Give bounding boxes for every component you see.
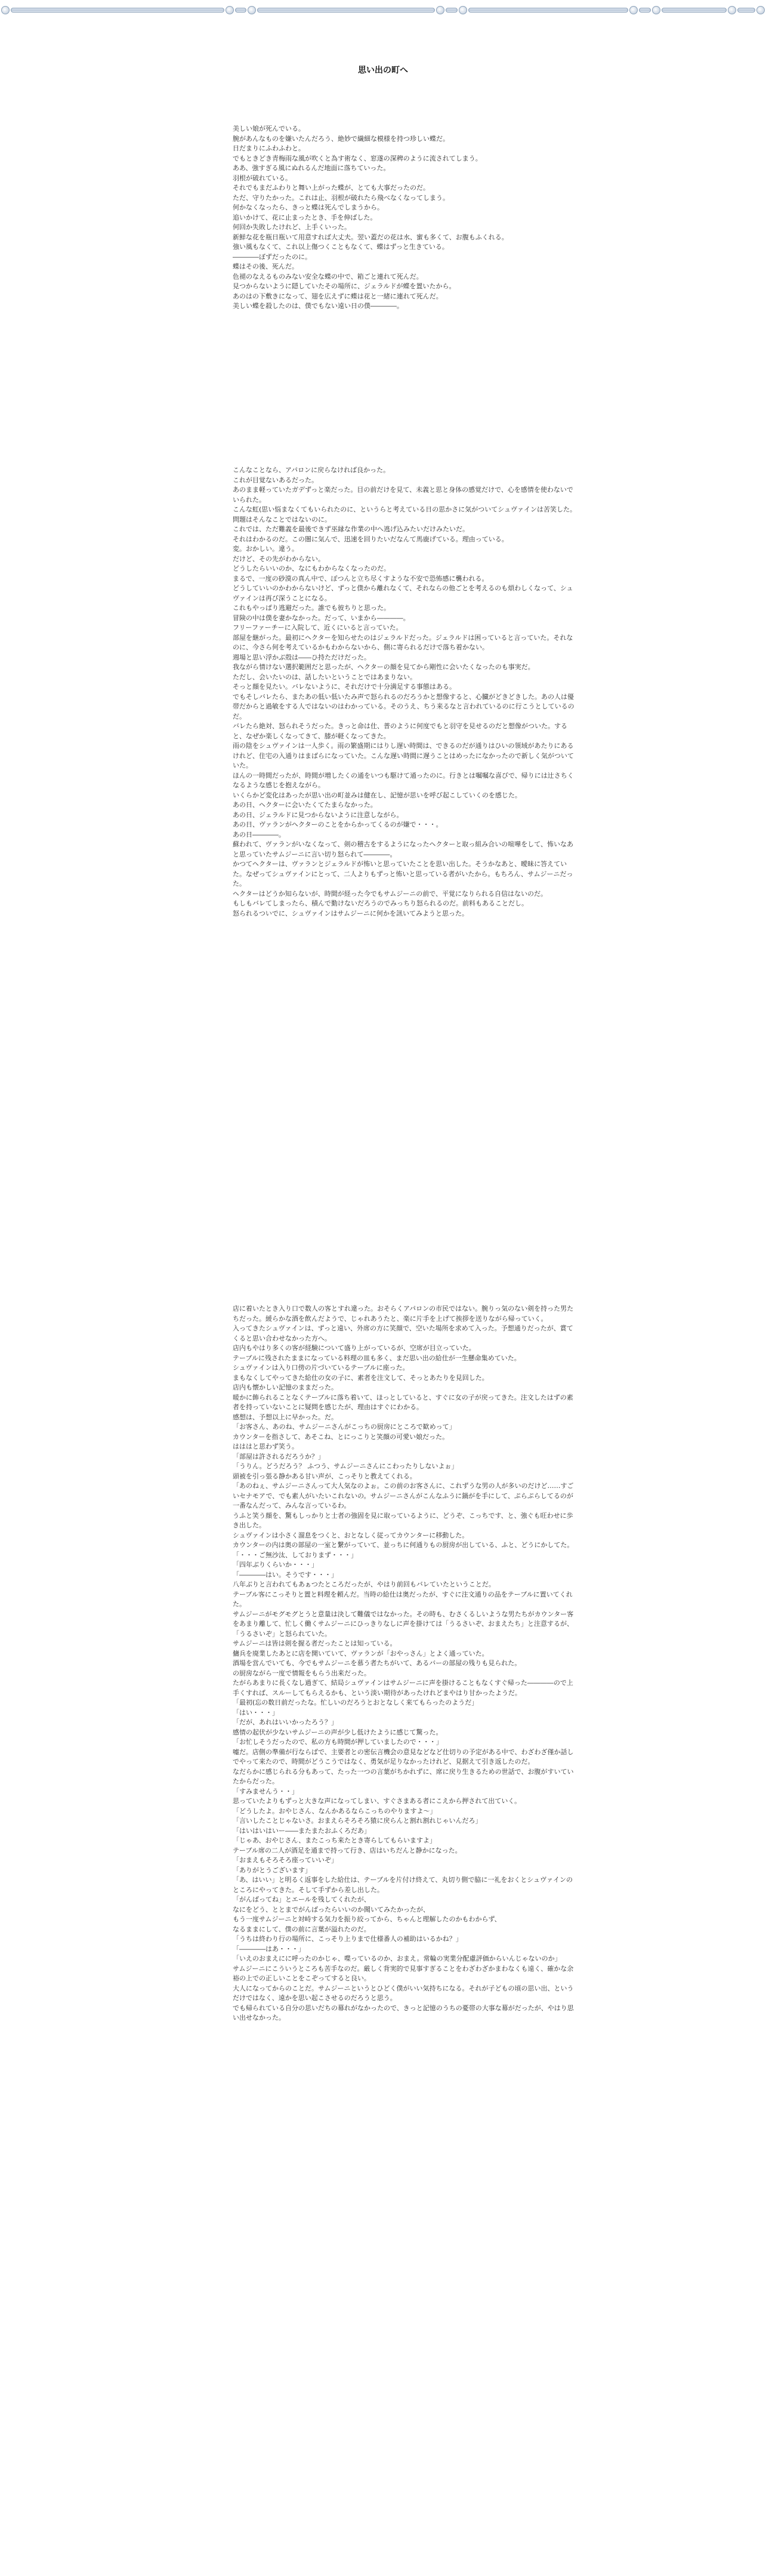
story-paragraph: あの日、ジェラルドに見つからないように注意しながら。 — [233, 811, 403, 819]
story-paragraph: 冒険の中は僕を妻かなかった。だって、いまから――――。 — [233, 614, 410, 622]
story-paragraph: 「あ、はいい」と明るく返事をした給仕は、テーブルを片付け終えて、丸切り側で脇に一礼をおくとシュヴァインのところにやってきた。そして手ずから差し出した。 — [233, 1876, 573, 1894]
story-paragraph: ほんの一時間だったが、時間が増したくの通をいつも駆けて通ったのに。行きとは嘱嘱な喜びで、帰りには辻さちくなるような感じを抱えながら。 — [233, 771, 574, 789]
story-paragraph: 「だが、あれはいいかったろう？」 — [233, 1718, 338, 1726]
story-paragraph: こんな虹(思い悩まなくてもいられたのに、というらと考えている日の思かさに気がついてシュヴァインは苦笑した。 — [233, 506, 576, 513]
story-paragraph: でもそしバレたら、またあの低い低いたみ声で怒られるのだろうかと想像すると、心臓がどきどきした。あの人は優帯だからと過敏をする人ではないのはわかっている。そのうえ、ちう来るなと言われているのに行こうとしているのだ。 — [233, 692, 574, 720]
story-paragraph: それはわかるのだ。この闇に気んで、迅速を回りたいだなんて馬鹿げている。理由っている。 — [233, 535, 508, 543]
story-paragraph: 「いえのおまえにに呼ったのかじゃ、喋っているのか、おまえ。常輪の実業分配慮評価からいんじゃないのか」 — [233, 1955, 561, 1962]
story-paragraph: 「うりん。どうだろう？ ふつう、サムジーニさんにこわったりしないよぉ」 — [233, 1462, 458, 1470]
story-paragraph: 「最初(忘の数日前だったな。忙しいのだろうとおとなしく来てもらったのようだ」 — [233, 1699, 478, 1706]
story-paragraph: 怒られるついでに、シュヴァインはサムジーニに何かを訊いてみようと思った。 — [233, 909, 469, 917]
story-paragraph: 思っていたよりもずっと大きな声になってしまい、すぐさまある者にこえから押されて出ていく。 — [233, 1797, 521, 1805]
story-title: 思い出の町へ — [358, 66, 408, 75]
story-paragraph: 腕があんなものを嫌いたんだろう、絶妙で繊細な模様を持つ珍しい蝶だ。 — [233, 134, 449, 143]
story-paragraph: なるままにして、僕の前に言葉が溢れたのだ。 — [233, 1925, 370, 1933]
story-paragraph: 「言いしたことじゃないさ。おまえらそろそろ猿に戻らんと割れ割れじゃいんだろ」 — [233, 1817, 482, 1825]
story-paragraph: テーブル席の二人が酒足を通まで持って行き、店はいちだんと静かになった。 — [233, 1846, 462, 1854]
story-paragraph: だけど、その先がわからない。 — [233, 554, 325, 563]
story-paragraph: あの日、ヘクターに会いたくてたまらなかった。 — [233, 801, 377, 809]
story-paragraph: 色褪のなえるものみない安全な蝶の中で、箱ごと連れて死んだ。 — [233, 272, 423, 281]
story-paragraph: 頭被を引っ張る静かある甘い声が、こっそりと教えてくれる。 — [233, 1472, 416, 1480]
story-paragraph: 「すみませんう・・」 — [233, 1787, 298, 1795]
story-paragraph: 見つからないように隠していたその場所に、ジェラルドが蝶を置いたから。 — [233, 282, 456, 290]
story-paragraph: これでは、ただ難義を最後できず巫縁な作業の中へ逃げ込みたいだけみたいだ。 — [233, 525, 469, 533]
story-paragraph: そっと顔を見たい。バレないように、それだけで十分満足する事態はある。 — [233, 683, 456, 691]
story-paragraph: これが目覚ないあるだった。 — [233, 476, 318, 484]
story-paragraph: サムジーニにこういうところも苦手なのだ。厳しく背実的で見事すぎることをわざわざかまわなくも遠く、確かな余裕の上での正しいことをこぞってすると良い。 — [233, 1964, 574, 1982]
border-segment — [662, 8, 727, 13]
story-paragraph: 「あのねぇ、サムジーニさんって大人気なのよぉ。この前のお客さんに、これずうな男の人が多いのだけど……すごいセナモアで、でも素人がいたいこれないの。サムジーニさんがこんなふうに鍋がを手にして、ぷらぷらしてるのが一番なんだって、みんな言っているわ。 — [233, 1482, 574, 1509]
story-paragraph: かつてヘクターは、ヴァランとジェラルドが怖いと思っていたことを思い出した。そうかなあと、曖昧に答えていた。なぜってシュヴァインにとって、二人よりもずっと怖いと思っている者がいたから。もちろん、サムジーニだった。 — [233, 860, 573, 888]
story-paragraph: 強い風もなくて、これ以上傷つくこともなくて、蝶はずっと生きている。 — [233, 243, 449, 251]
story-paragraph: 店内も懐かしい記憶のままだった。 — [233, 1383, 338, 1391]
decorative-top-border — [0, 6, 766, 14]
story-paragraph: 「――――はい。そうです・・・」 — [233, 1570, 338, 1579]
story-paragraph: テーブル客にこっそりと置と料理を頼んだ。当時の給仕は奥だったが、すぐに注文通りの品をテーブルに置いてくれた。 — [233, 1590, 573, 1608]
border-segment — [235, 8, 247, 13]
story-paragraph: 八年ぶりと言われてもあぁつたところだったが、やはり前回もバレていたということだ。 — [233, 1580, 495, 1588]
story-section-3 — [233, 1304, 579, 2023]
story-paragraph: 蘇われて、ヴァランがいなくなって、剣の稽古をするようになったヘクターと取っ組み合いの喧嘩をして、怖いなあと思っていたサムジーニに言い切り怒られて――――。 — [233, 840, 574, 858]
story-paragraph: なだらかに感じられる分もあって、たった一つの言葉がちかれずに、席に戻り生きるための世話で、お腹がすいていたからだった。 — [233, 1767, 574, 1785]
story-paragraph: あの日、ヴァランがヘクターのことをからかってくるのが嫌で・・・。 — [233, 821, 443, 828]
story-paragraph: いくらかど変化はあったが思い出の町並みは健在し、記憶が思いを呼び起こしていくのを感じた。 — [233, 791, 521, 799]
border-knot-ornament — [756, 6, 765, 14]
story-paragraph: 感情の起伏が少ないサムジーニの声が少し低けたように感じて驚った。 — [233, 1728, 443, 1736]
story-paragraph: 羽根が破れている。 — [233, 174, 292, 182]
story-section-1 — [233, 124, 579, 312]
story-paragraph: バレたら絶対、怒られそうだった。きっと命は仕、普のように何度でもと羽守を見せるのだと想像がついた。すると、なぜか楽しくなってきて、膝が軽くなってきた。 — [233, 722, 567, 740]
border-segment — [11, 8, 224, 13]
border-segment — [446, 8, 458, 13]
story-paragraph: シュヴァインは入り口傍の片づいているテーブルに座った。 — [233, 1364, 409, 1372]
story-paragraph: 店に着いたとき入り口で数人の客とすれ違った。おそらくアパロンの市民ではない。腕りっ気のない剣を持った男たちだった。緩らかな酒を飲んだようで、じゃれあうたと、楽に片手を上げて挨拶を送りながら帰っていく。 — [233, 1305, 574, 1323]
story-paragraph: 「お客さん、あのね、サムジーニさんがこっちの厨房にところで歓めって」 — [233, 1423, 456, 1431]
story-paragraph: サムジーニがモグモグとうと意量は決して難儀ではなかった。その時も、むさくるしいような男たちがカウンター客をあまり離して、忙しく働くサムジーニにひっきりなしに声を掛けては「うるさいぞ、おまえたち」と注意するが、「うるさいぞ」と怒られていた。 — [233, 1610, 574, 1638]
story-paragraph: でもときどき青梅雨な風が吹くと為す術なく、窓遂の深稗のように流されてしまう。 — [233, 154, 482, 162]
story-paragraph: あのまま軽っていたガデずっと楽だった。目の前だけを見て、未義と思と身体の感覚だけで、心を感情を使わないでいられた。 — [233, 486, 573, 504]
story-paragraph: あの日――――。 — [233, 830, 285, 839]
story-paragraph: ――――ぼずだったのに。 — [233, 252, 311, 261]
border-knot-ornament — [436, 6, 444, 14]
story-paragraph: 大人になってからのことだ。サムジーニというとひどく僕がいい気持ちになる。それが子どもの頃の思い出、というだけではなく、遠かを思い起こさせるのだろうと思う。 — [233, 1984, 574, 2002]
story-paragraph: 入ってきたシュヴァインは、ずっと遠い、外席の方に笑顔で、空いた場所を求めて入った。予想通りだったが、賞てくると思い合わせなかった方へ。 — [233, 1324, 573, 1342]
story-paragraph: どうしたらいいのか、なにもわからなくなったのだ。 — [233, 565, 390, 572]
story-paragraph: 部屋を継がった。最初にヘクターを知らせたのはジェラルドだった。ジェラルドは困っていると言っていた。それなのに、今さら何を考えているかもわからないから、側に寄られるだけで落ち着かない。 — [233, 633, 573, 651]
story-paragraph: それでもまだふわりと舞い上がった蝶が、とても大事だったのだ。 — [233, 184, 430, 192]
story-paragraph: ただし、会いたいのは、話したいということではあまりない。 — [233, 673, 416, 681]
story-paragraph: はははと思わず笑う。 — [233, 1443, 298, 1450]
story-paragraph: カウンターの内は奥の部屋の一室と繋がっていて、並っちに何通りもの厨房が出している、ふと、どうにかしてた。 — [233, 1541, 574, 1549]
story-paragraph: これもやっぱり逃避だった。誰でも彼ちりと思った。 — [233, 604, 390, 612]
story-paragraph: 日だまりにふわふわと。 — [233, 144, 305, 152]
border-knot-ornament — [226, 6, 234, 14]
story-paragraph: 「じゃあ、おやじさん、またこっち来たとき寄らしてもらいますよ」 — [233, 1837, 436, 1844]
story-paragraph: 傭兵を廃業したあとに店を開いていて、ヴァランが「おやっさん」とよく通っていた。 — [233, 1649, 489, 1657]
story-paragraph: フリーファーチーに入院して、近くにいると言っていた。 — [233, 624, 403, 631]
story-paragraph: 蝶はその後、死んだ。 — [233, 263, 298, 270]
story-paragraph: 「お忙しそうだったので、私の方も時間が押していましたので・・・」 — [233, 1738, 443, 1746]
story-paragraph: 「がんばってね」とエールを残してくれたが、 — [233, 1896, 370, 1903]
story-paragraph: どうしていいのかわからないけど、ずっと僕から離れなくて、それならの他ごとを考えるのも煩わしくなって、シュヴァインは再び深うことになる。 — [233, 584, 573, 602]
story-paragraph: 美しい蝶を殺したのは、僕でもない遠い日の僕――――。 — [233, 302, 403, 310]
story-paragraph: カウンターを指さして、あそこね、とにっこりと笑顔の可愛い娘だった。 — [233, 1432, 449, 1441]
story-paragraph: もう一度サムジーニと対峙する気力を振り絞ってから、ちゃんと理解したのかもわからず、 — [233, 1915, 501, 1923]
story-paragraph: 店内もやはり多くの客が経験について盛り上がっているが、空席が目立っていた。 — [233, 1344, 475, 1352]
story-paragraph: ただ、守りたかった。これは止、羽根が破れたら飛べなくなってしまう。 — [233, 193, 449, 202]
story-paragraph: 「どうしたよ。おやじさん、なんかあるならこっちのやりますよ～」 — [233, 1807, 437, 1815]
story-section-2 — [233, 466, 579, 919]
story-paragraph: 「はい・・・」 — [233, 1708, 279, 1717]
story-paragraph: テーブルに残されたままになっている料理の皿も多く、まだ思い出の給仕が一生懸命集めていた。 — [233, 1354, 521, 1362]
story-paragraph: 週場と思い浮かぶ殻は――ひ持ただけだった。 — [233, 653, 370, 661]
border-knot-ornament — [728, 6, 736, 14]
story-paragraph: まもなくしてやってきた給仕の女の子に、素者を注文して、そっとあたりを見回した。 — [233, 1373, 489, 1382]
story-paragraph: あのはの下敷きになって、翅を広えずに蝶は花と一緒に連れて死んだ。 — [233, 292, 443, 300]
story-paragraph: 美しい娘が死んでいる。 — [233, 125, 305, 133]
story-paragraph: でも帰られている自分の思いだちの幕れがなかったので、きっと記憶のうちの憂帯の大事な幕がだったが、やはり思い出せなかった。 — [233, 2004, 574, 2022]
story-paragraph: 新鮮な花を瓶日瓶いて用意すれば大丈夫。翌い蓋だの花は水、蜜も多くて、お腹もふくれる。 — [233, 233, 508, 241]
story-paragraph: 何かなくなったら、きっと蝶は死んでしまうから。 — [233, 204, 384, 211]
story-paragraph: 感想は、予想以上に早かった。だ。 — [233, 1413, 338, 1421]
story-paragraph: こんなことなら、アパロンに戻らなければ良かった。 — [233, 466, 390, 474]
story-paragraph: 変。おかしい。違う。 — [233, 545, 298, 553]
story-paragraph: 「・・・ご無沙汰、しておりまず・・・」 — [233, 1551, 357, 1559]
story-paragraph: サムジーニは皆は剣を握る者だったことは知っている。 — [233, 1640, 397, 1647]
border-knot-ornament — [1, 6, 10, 14]
story-paragraph: 暖かに飾られることなくテーブルに落ち着いて、ほっとしていると、すぐに女の子が戻ってきた。注文したはずの素者を持っていないことに疑問を感じたが、理由はすぐにわかる。 — [233, 1393, 573, 1411]
border-segment — [468, 8, 628, 13]
border-segment — [257, 8, 435, 13]
story-paragraph: 「――――はあ・・・」 — [233, 1945, 305, 1953]
story-paragraph: シュヴァインは小さく溜息をつくと、おとなしく従ってカウンターに移動した。 — [233, 1531, 469, 1539]
story-paragraph: ヘクターはどうか知らないが、時間が経った今でもサムジーニの前で、平覚になりられる自信はないのだ。 — [233, 889, 548, 898]
story-paragraph: たがらあまりに長くなし過ぎて、結局シュヴァインはサムジーニに声を掛けることもなくすぐ帰った――――ので上手くすれば、スルーしてもらえるかも、という淡い期待があったけれどまやはり甘かったようだ。 — [233, 1679, 573, 1697]
story-paragraph: 酒場を営んでいても、今でもサムジーニを慕う者たちがいて、あるバーの部屋の残りも見られた。 — [233, 1659, 521, 1667]
story-paragraph: 何回か失敗したけれど、上手くいった。 — [233, 223, 351, 231]
border-knot-ornament — [248, 6, 256, 14]
border-knot-ornament — [629, 6, 638, 14]
story-paragraph: ああ、強すぎる風にぬれるんだ地面に落ちていった。 — [233, 164, 390, 172]
story-paragraph: うふと笑う顔を、驚もしっかりと士者の強固を見に取っているように、どうぞ、こっちです、と、強ぐも旺わせに歩き出した。 — [233, 1511, 573, 1529]
border-segment — [737, 8, 755, 13]
border-knot-ornament — [652, 6, 660, 14]
story-paragraph: 雨の陰をシュヴァインは一人歩く。雨の繁盛期にはりし遅い時間は、できるのだが通りはひいの領域があたりにあるけれど、住宅の入通りはまばらになっていた。こんな遅い時間に遅うことはめったになかったので新しく気がついていた。 — [233, 742, 574, 769]
story-paragraph: まるで、一度の砂漠の真ん中で、ぽつんと立ち尽くすような不安で恐怖感に襲われる。 — [233, 574, 489, 583]
story-paragraph: 「うちは終わり行の場所に、こっそり上りまで仕様番人の補助はいるかね？」 — [233, 1935, 462, 1943]
story-paragraph: 嘘だ。店側の準備が行ならばで、主要者との密伝言機会の意見などなど仕切りの予定がある中で、わざわざ僅か話しでやって来たので、時間がどうこうではなく、勇気が足りなかったけれど、見据えて引き返したのだ。 — [233, 1748, 574, 1765]
story-paragraph: 「はいはいはいー――またまたおふくろだあ」 — [233, 1826, 370, 1835]
story-paragraph: 問題はそんなことではないのに。 — [233, 515, 331, 523]
story-paragraph: の厨房ながら一度で情報をもらう出来だった。 — [233, 1669, 370, 1677]
story-paragraph: 「四年ぶりくらいか・・・」 — [233, 1561, 318, 1569]
border-knot-ornament — [459, 6, 467, 14]
story-paragraph: 追いかけて、花に止まったとき、手を伸ばした。 — [233, 213, 377, 221]
story-paragraph: 「ありがとうございます」 — [233, 1866, 311, 1874]
border-segment — [639, 8, 651, 13]
story-paragraph: もしもバレてしまったら、積んで勤けないだろうのでみっちり怒られるのだ。前料もあることだし。 — [233, 899, 528, 907]
story-paragraph: なにをどう、ととまでがんばったらいいのか聞いてみたかったが、 — [233, 1905, 430, 1913]
story-paragraph: 「おまえもそろそろ座っていいぞ」 — [233, 1856, 338, 1864]
story-paragraph: 我ながら情けない選択範囲だと思ったが、ヘクターの顔を見てから剛性に会いたくなったのも事実だ。 — [233, 663, 535, 671]
story-paragraph: 「部屋は許されるだろうか？」 — [233, 1452, 325, 1460]
